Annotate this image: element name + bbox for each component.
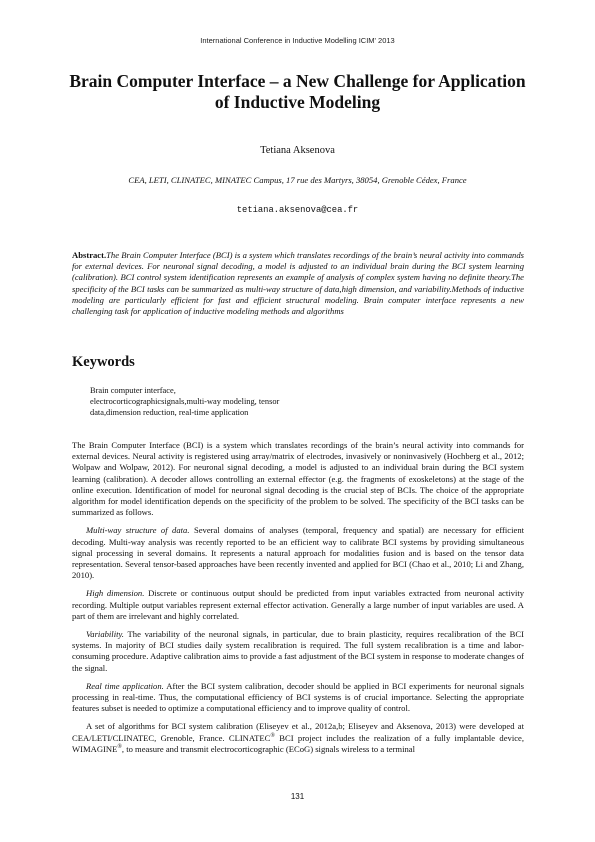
paragraph-text: BCI project includes the realization of a fully implantable device, WIMAGINE xyxy=(72,732,525,754)
author-email: tetiana.aksenova@cea.fr xyxy=(236,205,359,215)
paragraph-text: Discrete or continuous output should be predicted from input variables extracted from neuronal activity recording. Multiple output variables represent external effector activation. Generally a large number of input variables are used. A part of them are irrelevant and highly correlated. xyxy=(72,588,525,621)
paragraph-text: The variability of the neuronal signals, in particular, due to brain plasticity, requires recalibration of the BCI systems. In majority of BCI studies daily system recalibration is required. The full system recalibration is a time and labor-consuming procedure. Adaptive calibration aims to provide a fast adjustment of the BCI system in response to moderate changes of the signal. xyxy=(72,629,525,673)
paper-title: Brain Computer Interface – a New Challenge for Application of Inductive Modeling xyxy=(69,71,526,112)
paragraph-algorithms xyxy=(72,721,524,755)
paragraph-intro: The Brain Computer Interface (BCI) is a system which translates recordings of the brain’s neural activity into commands for external devices. Neural activity is registered using array/matrix of electrodes, invasively or noninvasively (Hochberg et al., 2012; Wolpaw and Wolpaw, 2012). For neuronal signal decoding, a model is adjusted to an individual brain during the BCI system learning (calibration). A decoder allows controlling an external effector (e.g. the fragments of exoskeletons) at the stage of the online execution. Identification of model for neuronal signal decoding is the crucial step of BCIs. The choice of the appropriate algorithm for model identification depends on the specificity of the problem to be solved. The specificity of the BCI tasks can be summarized as follows. xyxy=(72,440,524,518)
registered-mark: ® xyxy=(117,744,122,751)
paragraph-multiway xyxy=(72,525,524,581)
abstract-text: The Brain Computer Interface (BCI) is a system which translates recordings of the brain’s neural activity into commands for external devices. For neuronal signal decoding, a model is adjusted to an individual brain during the BCI system learning (calibration). BCI control system identification represents an example of analysis of complex system having no definite theory.The specificity of the BCI tasks can be summarized as multi-way structure of data,high dimension, and variability.Methods of inductive modeling are particularly efficient for fast and efficient structural modeling. Brain computer interface represents a new challenging task for application of inductive modeling methods and algorithms xyxy=(72,250,524,317)
paragraph-variability xyxy=(72,629,524,674)
registered-mark: ® xyxy=(270,732,275,739)
abstract xyxy=(72,250,524,317)
paragraph-lead: Multi-way structure of data. xyxy=(86,525,190,536)
keywords-heading: Keywords xyxy=(72,354,135,370)
keywords-list xyxy=(90,385,330,419)
abstract-label: Abstract. xyxy=(72,250,107,260)
paragraph-text: A set of algorithms for BCI system calibration (Eliseyev et al., 2012a,b; Eliseyev and Aksenova, 2013) were developed at CEA/LETI/CLINATEC, Grenoble, France. CLINATEC xyxy=(72,721,524,743)
paragraph-lead: High dimension. xyxy=(86,588,145,599)
paragraph-text: After the BCI system calibration, decoder should be applied in BCI experiments for neuronal signals processing in real-time. Thus, the computational efficiency of BCI systems is of crucial importance. Selecting the appropriate features subset is needed to optimize a computational efficiency and to improve quality of control. xyxy=(72,680,525,714)
author-name: Tetiana Aksenova xyxy=(260,145,335,156)
paragraph-high-dimension xyxy=(72,588,524,622)
body-text xyxy=(72,440,524,762)
paragraph-lead: Variability. xyxy=(86,629,124,640)
author-affiliation: CEA, LETI, CLINATEC, MINATEC Campus, 17 rue des Martyrs, 38054, Grenoble Cédex, France xyxy=(128,175,467,185)
keywords-line: Brain computer interface, xyxy=(90,386,176,395)
running-header: International Conference in Inductive Modelling ICIM' 2013 xyxy=(200,36,395,45)
page-number: 131 xyxy=(290,792,305,801)
paragraph-real-time xyxy=(72,681,524,715)
paragraph-lead: Real time application. xyxy=(86,680,164,691)
keywords-line: electrocorticographicsignals,multi-way modeling, tensor xyxy=(90,397,280,407)
keywords-line: data,dimension reduction, real-time application xyxy=(90,408,249,418)
paragraph-text: Several domains of analyses (temporal, frequency and spatial) are necessary for efficient decoding. Multi-way analysis was recently reported to be an efficient way to calibrate BCI systems by providing simultaneous signal processing in several domains. It represents a natural approach for modalities fusion and is based on the tensor data representation. Several tensor-based approaches have been recently invented and applied for BCI (Chao et al., 2010; Li and Zhang, 2010). xyxy=(72,525,525,581)
paragraph-text: , to measure and transmit electrocorticographic (ECoG) signals wireless to a terminal xyxy=(121,743,415,754)
